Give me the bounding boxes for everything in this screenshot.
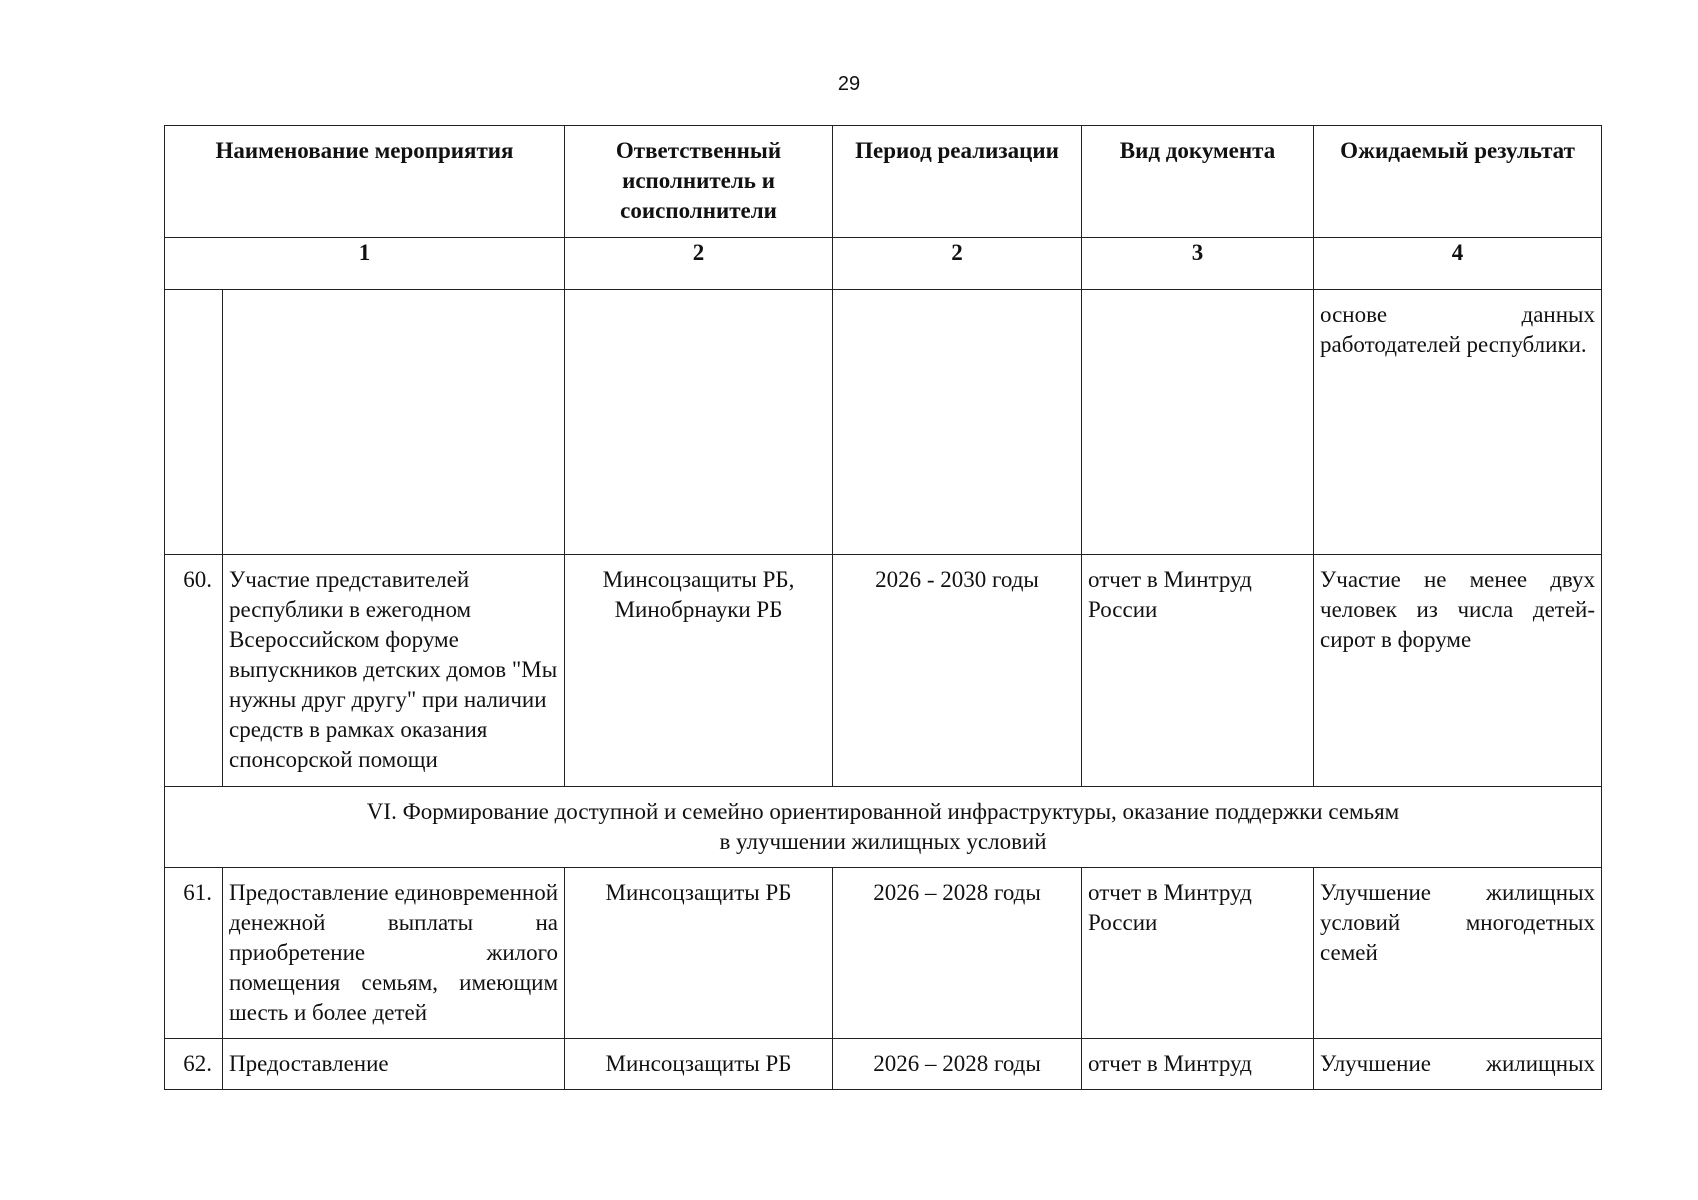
period: 2026 – 2028 годы [833, 1039, 1082, 1090]
section-title-line: VI. Формирование доступной и семейно ориентированной инфраструктуры, оказание поддержки семьям [366, 799, 1400, 824]
table-header-row [165, 126, 1602, 238]
event-name-cell [223, 290, 565, 555]
document-type: отчет в Минтруд России [1082, 868, 1314, 1039]
header-document-type: Вид документа [1082, 126, 1314, 238]
column-number: 2 [565, 238, 833, 290]
row-number: 62. [165, 1039, 223, 1090]
expected-result: Улучшение жилищных [1314, 1039, 1602, 1090]
executor: Минсоцзащиты РБ [565, 1039, 833, 1090]
table-row [165, 868, 1602, 1039]
column-number: 1 [165, 238, 565, 290]
document-type: отчет в Минтруд [1082, 1039, 1314, 1090]
document-cell [1082, 290, 1314, 555]
row-number-cell [165, 290, 223, 555]
table-row [165, 555, 1602, 787]
period: 2026 - 2030 годы [833, 555, 1082, 787]
page-number: 29 [837, 73, 861, 95]
period: 2026 – 2028 годы [833, 868, 1082, 1039]
document-type: отчет в Минтруд России [1082, 555, 1314, 787]
header-period: Период реализации [833, 126, 1082, 238]
table-row-continued [165, 290, 1602, 555]
header-executor: Ответственный исполнитель и соисполнители [565, 126, 833, 238]
action-plan-table [164, 125, 1602, 1090]
row-number: 61. [165, 868, 223, 1039]
executor-cell [565, 290, 833, 555]
header-event-name: Наименование мероприятия [165, 126, 565, 238]
expected-result: Участие не менее двух человек из числа детей-сирот в форуме [1314, 555, 1602, 787]
result-cell: основе данных работодателей республики. [1314, 290, 1602, 555]
column-number: 4 [1314, 238, 1602, 290]
section-vi-title [165, 787, 1602, 868]
column-number-row [165, 238, 1602, 290]
event-name: Участие представителей республики в ежегодном Всероссийском форуме выпускников детских домов "Мы нужны друг другу" при наличии средств в рамках оказания спонсорской помощи [223, 555, 565, 787]
row-number: 60. [165, 555, 223, 787]
executor: Минсоцзащиты РБ, Минобрнауки РБ [565, 555, 833, 787]
period-cell [833, 290, 1082, 555]
event-name: Предоставление [223, 1039, 565, 1090]
table-row [165, 1039, 1602, 1090]
column-number: 3 [1082, 238, 1314, 290]
executor: Минсоцзащиты РБ [565, 868, 833, 1039]
header-expected-result: Ожидаемый результат [1314, 126, 1602, 238]
column-number: 2 [833, 238, 1082, 290]
expected-result: Улучшение жилищных условий многодетных семей [1314, 868, 1602, 1039]
event-name: Предоставление единовременной денежной выплаты на приобретение жилого помещения семьям, имеющим шесть и более детей [223, 868, 565, 1039]
section-header-row [165, 787, 1602, 868]
section-title-line: в улучшении жилищных условий [719, 829, 1047, 854]
